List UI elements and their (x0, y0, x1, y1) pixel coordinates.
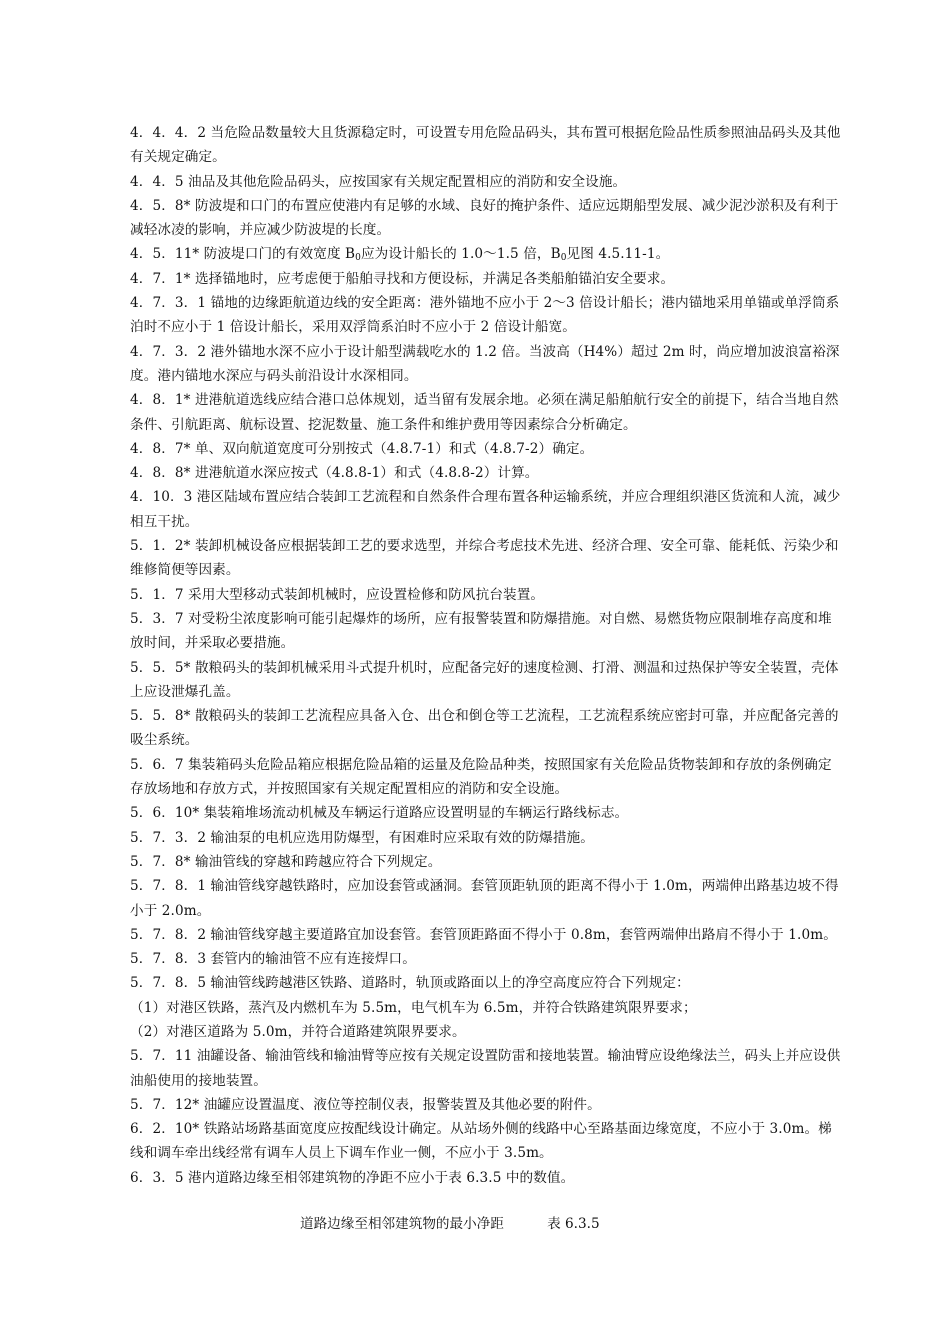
paragraph: 5．7．11 油罐设备、输油管线和输油臂等应按有关规定设置防雷和接地装置。输油臂应设绝缘法兰，码头上并应设供油船使用的接地装置。 (130, 1048, 841, 1089)
paragraph: 4．8．7* 单、双向航道宽度可分别按式（4.8.7-1）和式（4.8.7-2）确定。 (130, 440, 594, 457)
table-caption: 道路边缘至相邻建筑物的最小净距 表 6.3.5 (300, 1216, 600, 1232)
paragraph: （2）对港区道路为 5.0m，并符合道路建筑限界要求。 (130, 1023, 466, 1040)
paragraph: 5．7．8．2 输油管线穿越主要道路宜加设套管。套管顶距路面不得小于 0.8m，套管两端伸出路肩不得小于 1.0m。 (130, 926, 837, 943)
document-body (130, 121, 845, 1190)
paragraph: 5．7．8．1 输油管线穿越铁路时，应加设套管或涵洞。套管顶距轨顶的距离不得小于 1.0m，两端伸出路基边坡不得小于 2.0m。 (130, 878, 839, 919)
paragraph: 5．7．8．5 输油管线跨越港区铁路、道路时，轨顶或路面以上的净空高度应符合下列规定： (130, 975, 690, 992)
paragraph: 5．3．7 对受粉尘浓度影响可能引起爆炸的场所，应有报警装置和防爆措施。对自燃、易燃货物应限制堆存高度和堆放时间，并采取必要措施。 (130, 610, 832, 652)
paragraph: 4．4．5 油品及其他危险品码头，应按国家有关规定配置相应的消防和安全设施。 (130, 173, 627, 190)
paragraph: 4．8．1* 进港航道选线应结合港口总体规划，适当留有发展余地。必须在满足船舶航行安全的前提下，结合当地自然条件、引航距离、航标设置、挖泥数量、施工条件和维护费用等因素综合分析确定。 (130, 392, 839, 433)
paragraph: 4．5．8* 防波堤和口门的布置应使港内有足够的水域、良好的掩护条件、适应远期船型发展、减少泥沙淤积及有利于减轻冰凌的影响，并应减少防波堤的长度。 (130, 197, 839, 239)
text-run: 见图 4.5.11-1。 (566, 246, 670, 263)
paragraph: 4．7．1* 选择锚地时，应考虑便于船舶寻找和方便设标，并满足各类船舶锚泊安全要求。 (130, 270, 675, 287)
paragraph: 5．1．7 采用大型移动式装卸机械时，应设置检修和防风抗台装置。 (130, 586, 545, 603)
paragraph: 4．7．3．2 港外锚地水深不应小于设计船型满载吃水的 1.2 倍。当波高（H4%）超过 2m 时，尚应增加波浪富裕深度。港内锚地水深应与码头前沿设计水深相同。 (130, 343, 840, 384)
paragraph: 4．10．3 港区陆域布置应结合装卸工艺流程和自然条件合理布置各种运输系统，并应合理组织港区货流和人流，减少相互干扰。 (130, 489, 841, 530)
paragraph: 5．7．8．3 套管内的输油管不应有连接焊口。 (130, 951, 416, 968)
paragraph: 4．7．3．1 锚地的边缘距航道边线的安全距离：港外锚地不应小于 2～3 倍设计船长；港内锚地采用单锚或单浮筒系泊时不应小于 1 倍设计船长，采用双浮筒系泊时不应小于 2 倍设计船宽。 (130, 295, 840, 336)
paragraph-with-subscript (130, 242, 845, 266)
paragraph: 4．4．4．2 当危险品数量较大且货源稳定时，可设置专用危险品码头，其布置可根据危险品性质参照油品码头及其他有关规定确定。 (130, 125, 841, 166)
paragraph: 5．7．12* 油罐应设置温度、液位等控制仪表，报警装置及其他必要的附件。 (130, 1096, 601, 1113)
subscript: 0 (560, 253, 567, 264)
paragraph: 5．1．2* 装卸机械设备应根据装卸工艺的要求选型，并综合考虑技术先进、经济合理、安全可靠、能耗低、污染少和维修简便等因素。 (130, 538, 839, 579)
paragraph: 5．6．10* 集装箱堆场流动机械及车辆运行道路应设置明显的车辆运行路线标志。 (130, 805, 629, 822)
paragraph: （1）对港区铁路，蒸汽及内燃机车为 5.5m，电气机车为 6.5m，并符合铁路建筑限界要求； (130, 999, 697, 1016)
paragraph: 5．7．3．2 输油泵的电机应选用防爆型，有困难时应采取有效的防爆措施。 (130, 829, 594, 846)
paragraph: 5．7．8* 输油管线的穿越和跨越应符合下列规定。 (130, 853, 442, 870)
paragraph: 6．3．5 港内道路边缘至相邻建筑物的净距不应小于表 6.3.5 中的数值。 (130, 1169, 575, 1186)
paragraph: 5．6．7 集装箱码头危险品箱应根据危险品箱的运量及危险品种类，按照国家有关危险品货物装卸和存放的条例确定存放场地和存放方式，并按照国家有关规定配置相应的消防和安全设施。 (130, 756, 832, 798)
paragraph: 4．8．8* 进港航道水深应按式（4.8.8-1）和式（4.8.8-2）计算。 (130, 465, 539, 482)
text-run: 应为设计船长的 1.0～1.5 倍，B (360, 246, 561, 263)
paragraph: 5．5．5* 散粮码头的装卸机械采用斗式提升机时，应配备完好的速度检测、打滑、测温和过热保护等安全装置，壳体上应设泄爆孔盖。 (130, 659, 839, 700)
text-run: 4．5．11* 防波堤口门的有效宽度 B (130, 246, 356, 263)
subscript: 0 (355, 253, 361, 264)
paragraph: 5．5．8* 散粮码头的装卸工艺流程应具备入仓、出仓和倒仓等工艺流程，工艺流程系统应密封可靠，并应配备完善的吸尘系统。 (130, 708, 839, 749)
paragraph: 6．2．10* 铁路站场路基面宽度应按配线设计确定。从站场外侧的线路中心至路基面边缘宽度，不应小于 3.0m。梯线和调车牵出线经常有调车人员上下调车作业一侧，不应小于 3.5m。 (130, 1121, 832, 1162)
